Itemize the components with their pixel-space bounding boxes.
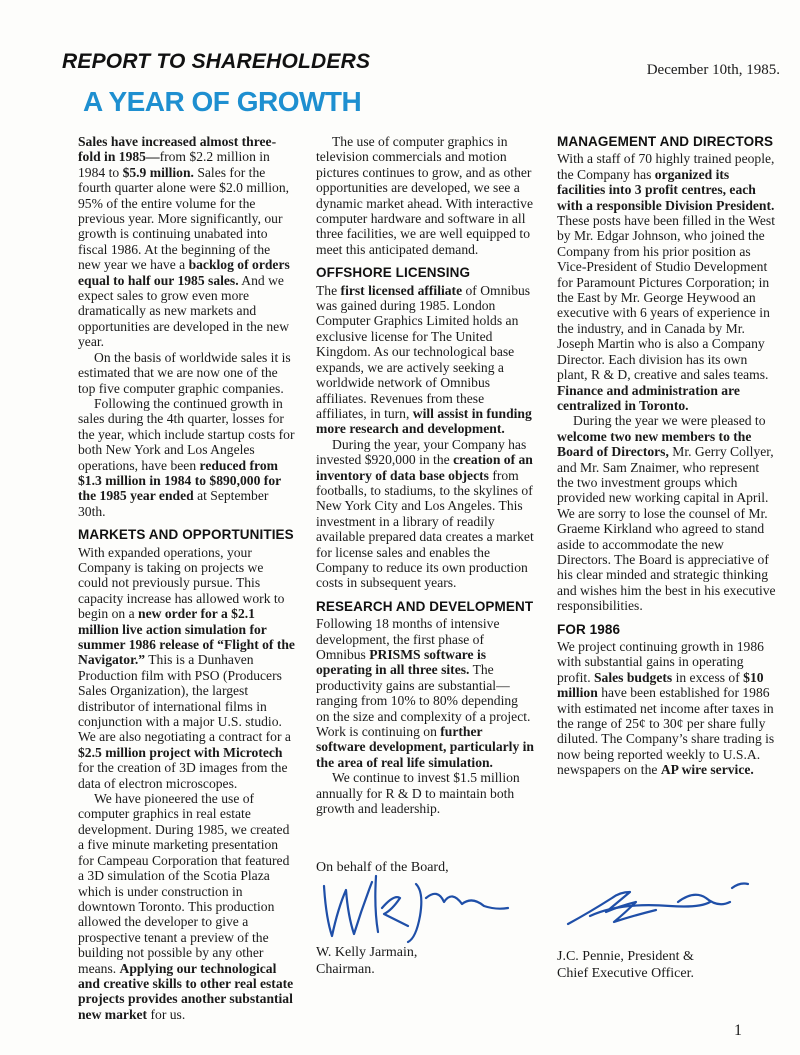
bold-text-run: PRISMS software is operating in all three sites. bbox=[316, 647, 487, 678]
text-run: And we expect sales to grow even more dramatically as new markets and opportunities are developed in the new year. bbox=[78, 272, 290, 350]
signature-jarmain bbox=[312, 868, 512, 946]
text-run: On the basis of worldwide sales it is estimated that we are now one of the top five computer graphic companies. bbox=[78, 349, 291, 396]
bold-text-run: $2.5 million project with Microtech bbox=[78, 744, 283, 760]
report-title: REPORT TO SHAREHOLDERS bbox=[62, 50, 371, 73]
paragraph-board bbox=[557, 413, 779, 613]
signer-2 bbox=[557, 948, 694, 982]
heading-offshore-licensing: OFFSHORE LICENSING bbox=[316, 265, 471, 281]
bold-text-run: reduced from $1.3 million in 1984 to $890,000 for the 1985 year ended bbox=[78, 457, 281, 504]
signature-intro: On behalf of the Board, bbox=[316, 860, 449, 875]
report-date: December 10th, 1985. bbox=[646, 62, 780, 78]
bold-text-run: Sales have increased almost three-fold in 1985— bbox=[78, 134, 277, 165]
text-run: Following the continued growth in sales during the 4th quarter, losses for the year, which include startup costs for both New York and Los Angeles operations, have been bbox=[78, 395, 295, 473]
heading-research-development: RESEARCH AND DEVELOPMENT bbox=[316, 598, 534, 614]
column-2 bbox=[316, 134, 534, 816]
bold-text-run: welcome two new members to the Board of Directors, bbox=[557, 428, 752, 460]
paragraph-data-inventory bbox=[316, 437, 534, 591]
paragraph-worldwide-ranking bbox=[78, 350, 296, 396]
headline: A YEAR OF GROWTH bbox=[83, 86, 362, 117]
bold-text-run: new order for a $2.1 million live action simulation for summer 1986 release of “Flight of the Navigator.” bbox=[78, 606, 295, 668]
signer-1-name: W. Kelly Jarmain, bbox=[316, 945, 418, 960]
text-run: at September 30th. bbox=[78, 488, 269, 519]
paragraph-rd-investment bbox=[316, 770, 534, 816]
text-run: Following 18 months of intensive development, the first phase of Omnibus bbox=[316, 616, 500, 662]
signer-2-name: J.C. Pennie, President & bbox=[557, 949, 694, 964]
signer-1-title: Chairman. bbox=[316, 962, 375, 977]
paragraph-real-estate bbox=[78, 791, 296, 1022]
signer-1 bbox=[316, 944, 417, 978]
text-run: for us. bbox=[147, 1006, 186, 1022]
paragraph-commercials bbox=[316, 134, 534, 257]
text-run: of Omnibus was gained during 1985. London Computer Graphics Limited holds an exclusive license for The United Kingdom. As our technological base expands, we are actively seeking a worldwide network of Omnibus affiliates. Revenues from these affiliates, in turn, bbox=[316, 282, 531, 421]
bold-text-run: creation of an inventory of data base objects bbox=[316, 452, 533, 483]
bold-text-run: $10 million bbox=[557, 669, 764, 701]
bold-text-run: Sales budgets bbox=[594, 669, 673, 685]
paragraph-prisms bbox=[316, 616, 534, 770]
paragraph-new-orders bbox=[78, 545, 296, 792]
bold-text-run: first licensed affiliate bbox=[340, 282, 463, 298]
text-run: from footballs, to stadiums, to the skylines of New York City and Los Angeles. This investment in a library of readily available prepared data creates a market for license sales and enables the Company to reduce its own production costs in subsequent years. bbox=[316, 467, 534, 591]
text-run: With a staff of 70 highly trained people, the Company has bbox=[557, 151, 775, 182]
paragraph-profit-centres bbox=[557, 151, 779, 413]
bold-text-run: will assist in funding more research and development. bbox=[316, 405, 532, 437]
heading-markets-opportunities: MARKETS AND OPPORTUNITIES bbox=[78, 527, 294, 543]
paragraph-licensing bbox=[316, 283, 534, 437]
text-run: This is a Dunhaven Production film with PSO (Producers Sales Organization), the largest distributor of international films in conjunction with a major U.S. studio. We are also negotiating a contract for a bbox=[78, 652, 291, 745]
text-run: We continue to invest $1.5 million annually for R & D to maintain both growth and leadership. bbox=[316, 770, 520, 817]
text-run: for the creation of 3D images from the data of electron microscopes. bbox=[78, 760, 288, 791]
bold-text-run: AP wire service. bbox=[660, 762, 754, 778]
paragraph-losses bbox=[78, 396, 296, 519]
bold-text-run: Finance and administration are centralized in Toronto. bbox=[557, 382, 740, 413]
text-run: The bbox=[316, 282, 341, 298]
text-run: have been established for 1986 with estimated net income after taxes in the range of 25¢ to 30¢ per share fully diluted. The Company’s share trading is now being reported weekly to U.S.A. newspapers on the bbox=[557, 685, 775, 778]
column-1 bbox=[78, 134, 296, 1022]
bold-text-run: $5.9 million. bbox=[122, 164, 194, 180]
paragraph-sales-growth bbox=[78, 134, 296, 350]
heading-management-directors: MANAGEMENT AND DIRECTORS bbox=[557, 134, 774, 149]
column-3 bbox=[557, 134, 779, 778]
heading-for-1986: FOR 1986 bbox=[557, 621, 621, 637]
text-run: in excess of bbox=[672, 669, 744, 685]
text-run: We project continuing growth in 1986 with substantial gains in operating profit. bbox=[557, 639, 764, 685]
text-run: The use of computer graphics in television commercials and motion pictures continues to grow, and as other opportunities are developed, we see a dynamic market ahead. With interactive computer hardware and software in all three facilities, we are well equipped to meet this anticipated demand. bbox=[316, 134, 533, 257]
text-run: Sales for the fourth quarter alone were $2.0 million, 95% of the entire volume for the previous year. More significantly, our growth is continuing unabated into fiscal 1986. At the beginning of the new year we have a bbox=[78, 164, 290, 273]
text-run: During the year, your Company has invested $920,000 in the bbox=[316, 436, 527, 468]
text-run: With expanded operations, your Company is taking on projects we could not previously pursue. This capacity increase has allowed work to begin on a bbox=[78, 544, 285, 622]
signature-pennie bbox=[560, 872, 760, 936]
signer-2-title: Chief Executive Officer. bbox=[557, 966, 694, 981]
text-run: The productivity gains are substantial—ranging from 10% to 80% depending on the size and complexity of a project. Work is continuing on bbox=[316, 662, 531, 740]
bold-text-run: further software development, particularly in the area of real life simulation. bbox=[316, 724, 534, 770]
bold-text-run: Applying our technological and creative skills to other real estate projects provides another substantial new market bbox=[78, 960, 294, 1022]
page-number: 1 bbox=[734, 1022, 742, 1039]
bold-text-run: organized its facilities into 3 profit centres, each with a responsible Division President. bbox=[557, 166, 775, 213]
text-run: from $2.2 million in 1984 to bbox=[78, 149, 270, 180]
bold-text-run: backlog of orders equal to half our 1985 sales. bbox=[78, 257, 290, 288]
text-run: During the year we were pleased to bbox=[573, 413, 766, 429]
text-run: These posts have been filled in the West by Mr. Edgar Johnson, who joined the Company from his prior position as Vice-President of Studio Development for Paramount Pictures Corporation; in the East by Mr. George Heywood an executive with 6 years of experience in the industry, and in Canada by Mr. Joseph Martin who is also a Company Director. Each division has its own plant, R & D, creative and sales teams. bbox=[557, 213, 775, 383]
text-run: We have pioneered the use of computer graphics in real estate development. During 1985, we created a five minute marketing presentation for Campeau Corporation that featured a 3D simulation of the Scotia Plaza which is under construction in downtown Toronto. This production allowed the developer to give a prospective tenant a preview of the building not possible by any other means. bbox=[78, 791, 290, 976]
paragraph-projections bbox=[557, 639, 779, 778]
text-run: Mr. Gerry Collyer, and Mr. Sam Znaimer, who represent the two investment groups which provided new working capital in April. We are sorry to lose the counsel of Mr. Graeme Kirkland who agreed to stand aside to accommodate the new Directors. The Board is appreciative of his clear minded and strategic thinking and wishes him the best in his executive responsibilities. bbox=[557, 444, 776, 614]
